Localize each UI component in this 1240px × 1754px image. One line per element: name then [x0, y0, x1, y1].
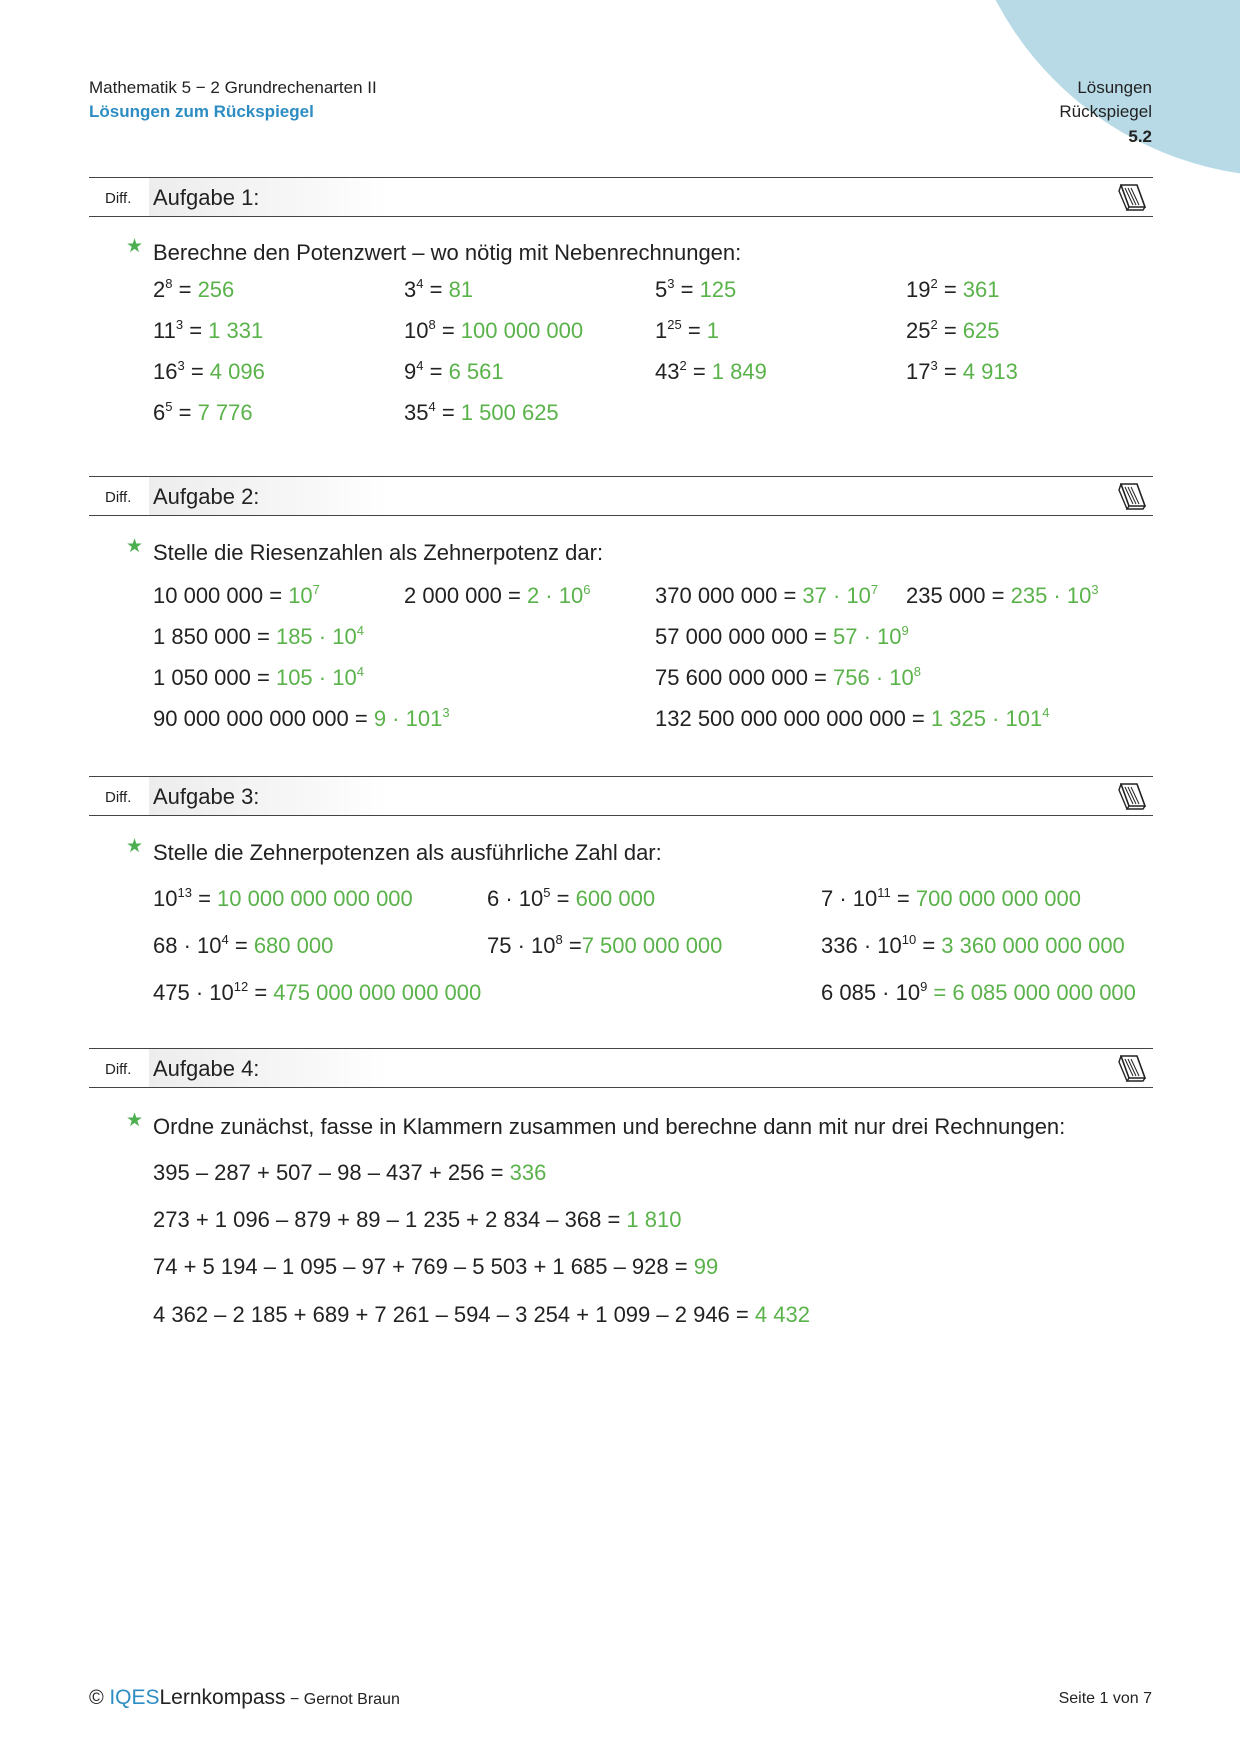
arithmetic-exercise — [153, 1254, 718, 1280]
question: 57 000 000 000 = — [655, 624, 833, 649]
brand-name: IQES — [109, 1686, 160, 1709]
equals: = — [686, 359, 712, 384]
header-subject: Mathematik 5 − 2 Grundrechenarten II — [89, 78, 377, 97]
equals: = — [172, 400, 198, 425]
expand-exercise — [487, 933, 722, 959]
answer: 1 810 — [626, 1207, 682, 1232]
answer — [374, 706, 450, 731]
answer: 1 500 625 — [460, 400, 559, 425]
exponent: 3 — [1091, 582, 1099, 597]
answer — [276, 665, 364, 690]
power: 336 · 10 — [821, 933, 902, 958]
answer — [276, 624, 364, 649]
power-of-ten-exercise — [153, 706, 450, 732]
exponent: 8 — [165, 276, 173, 291]
header-right-3: 5.2 — [1128, 127, 1152, 146]
exponent: 8 — [913, 664, 921, 679]
task-title: Aufgabe 4: — [153, 1056, 260, 1081]
answer-value: 9 · 101 — [373, 706, 443, 731]
base: 11 — [153, 318, 176, 343]
question: 1 850 000 = — [153, 624, 276, 649]
exponent: 12 — [233, 979, 249, 994]
star-icon: ★ — [126, 236, 144, 257]
answer: 475 000 000 000 000 — [273, 980, 482, 1005]
base: 35 — [404, 400, 429, 425]
diff-label: Diff. — [105, 190, 132, 207]
power-exercise — [404, 400, 559, 426]
expand-exercise — [487, 886, 655, 912]
answer: 99 — [693, 1254, 719, 1279]
power-of-ten-exercise — [655, 706, 1049, 732]
answer: 6 561 — [448, 359, 504, 384]
power: 6 · 10 — [487, 886, 544, 911]
answer: 1 — [706, 318, 720, 343]
exponent: 4 — [1042, 705, 1050, 720]
power-exercise — [906, 277, 1000, 303]
question: 4 362 – 2 185 + 689 + 7 261 – 594 – 3 254 + 1 099 – 2 946 = — [153, 1302, 755, 1327]
exponent: 3 — [442, 705, 450, 720]
power-of-ten-exercise — [153, 583, 320, 609]
base: 5 — [655, 277, 668, 302]
equals: = — [937, 277, 963, 302]
equals: = — [890, 886, 916, 911]
product-name: Lernkompass — [159, 1686, 286, 1709]
question: 235 000 = — [906, 583, 1011, 608]
power-exercise — [655, 277, 736, 303]
answer: 4 096 — [209, 359, 265, 384]
answer: 100 000 000 — [460, 318, 584, 343]
answer — [288, 583, 320, 608]
equals: = — [183, 318, 209, 343]
arithmetic-exercise — [153, 1302, 810, 1328]
answer-value: 185 · 10 — [275, 624, 357, 649]
equals: = — [550, 886, 576, 911]
power-exercise — [153, 400, 253, 426]
exponent: 8 — [555, 932, 563, 947]
exponent: 8 — [428, 317, 436, 332]
power: 10 — [153, 886, 178, 911]
exponent: 4 — [356, 664, 364, 679]
question: 273 + 1 096 – 879 + 89 – 1 235 + 2 834 – 368 = — [153, 1207, 627, 1232]
answer-value: 10 — [288, 583, 313, 608]
base: 3 — [404, 277, 417, 302]
answer: 7 776 — [197, 400, 253, 425]
question: 1 050 000 = — [153, 665, 276, 690]
exponent: 2 — [930, 317, 938, 332]
power-of-ten-exercise — [655, 583, 878, 609]
answer: 1 331 — [208, 318, 264, 343]
diff-label: Diff. — [105, 789, 132, 806]
star-icon: ★ — [126, 836, 144, 857]
star-icon: ★ — [126, 536, 144, 557]
power-exercise — [153, 318, 263, 344]
answer: 7 500 000 000 — [581, 933, 723, 958]
answer: 4 913 — [962, 359, 1018, 384]
footer-logo — [89, 1686, 400, 1710]
power-of-ten-exercise — [655, 665, 921, 691]
diff-label: Diff. — [105, 489, 132, 506]
exponent: 3 — [667, 276, 675, 291]
power-exercise — [153, 359, 265, 385]
question: 2 000 000 = — [404, 583, 527, 608]
exponent: 13 — [177, 885, 192, 900]
star-icon: ★ — [126, 1110, 144, 1131]
question: 395 – 287 + 507 – 98 – 437 + 256 = — [153, 1160, 510, 1185]
page-number: Seite 1 von 7 — [1058, 1690, 1152, 1707]
exponent: 9 — [920, 979, 928, 994]
exponent: 3 — [175, 317, 184, 332]
exponent: 4 — [428, 399, 436, 414]
answer: 700 000 000 000 — [915, 886, 1082, 911]
task-instruction: Ordne zunächst, fasse in Klammern zusammen und berechne dann mit nur drei Rechnungen: — [153, 1114, 1066, 1139]
equals: = — [191, 886, 218, 911]
base: 9 — [404, 359, 417, 384]
exponent: 4 — [356, 623, 364, 638]
copyright-icon: © — [89, 1687, 104, 1709]
power-exercise — [153, 277, 234, 303]
book-icon — [1115, 1052, 1151, 1084]
power-exercise — [906, 359, 1018, 385]
exponent: 6 — [583, 582, 591, 597]
exponent: 7 — [312, 582, 320, 597]
equals: = — [681, 318, 707, 343]
answer: 625 — [962, 318, 1000, 343]
answer — [931, 706, 1050, 731]
question: 10 000 000 = — [153, 583, 289, 608]
book-icon — [1115, 181, 1151, 213]
header-title: Lösungen zum Rückspiegel — [89, 102, 314, 121]
question: 132 500 000 000 000 000 = — [655, 706, 931, 731]
expand-exercise — [821, 933, 1125, 959]
question: 90 000 000 000 000 = — [153, 706, 374, 731]
task-instruction: Stelle die Zehnerpotenzen als ausführliche Zahl dar: — [153, 840, 662, 865]
answer-value: 235 · 10 — [1010, 583, 1092, 608]
question: 370 000 000 = — [655, 583, 803, 608]
task-4-header — [89, 1048, 1153, 1088]
answer-value: 1 325 · 101 — [930, 706, 1043, 731]
exponent: 11 — [877, 885, 891, 900]
exponent: 5 — [165, 399, 173, 414]
answer: 10 000 000 000 000 — [217, 886, 413, 911]
exponent: 2 — [930, 276, 938, 291]
power-exercise — [404, 318, 583, 344]
power: 475 · 10 — [153, 980, 234, 1005]
base: 6 — [153, 400, 166, 425]
answer: 361 — [962, 277, 1000, 302]
power-of-ten-exercise — [906, 583, 1099, 609]
equals: = — [184, 359, 210, 384]
base: 16 — [153, 359, 178, 384]
power-of-ten-exercise — [153, 665, 364, 691]
equals: = — [228, 933, 254, 958]
equals: = — [423, 359, 449, 384]
task-1-header — [89, 177, 1153, 217]
answer-value: 105 · 10 — [275, 665, 357, 690]
power-exercise — [655, 359, 767, 385]
footer-author: − Gernot Braun — [285, 1691, 400, 1708]
equals: = — [562, 933, 582, 958]
answer: 600 000 — [575, 886, 656, 911]
task-instruction: Berechne den Potenzwert – wo nötig mit Nebenrechnungen: — [153, 240, 742, 265]
diff-label: Diff. — [105, 1061, 132, 1078]
exponent: 10 — [901, 932, 917, 947]
power-exercise — [655, 318, 719, 344]
exponent: 9 — [901, 623, 909, 638]
expand-exercise — [821, 886, 1081, 912]
exponent: 5 — [543, 885, 551, 900]
equals: = — [172, 277, 198, 302]
arithmetic-exercise — [153, 1160, 546, 1186]
answer — [802, 583, 878, 608]
power-exercise — [906, 318, 1000, 344]
arithmetic-exercise — [153, 1207, 681, 1233]
answer: 336 — [509, 1160, 547, 1185]
equals: = — [248, 980, 274, 1005]
answer: 680 000 — [253, 933, 334, 958]
base: 19 — [906, 277, 931, 302]
task-3-header — [89, 776, 1153, 816]
answer — [833, 624, 909, 649]
answer — [527, 583, 591, 608]
question: 74 + 5 194 – 1 095 – 97 + 769 – 5 503 + 1 685 – 928 = — [153, 1254, 694, 1279]
base: 25 — [906, 318, 931, 343]
expand-exercise — [153, 886, 413, 912]
expand-exercise — [821, 980, 1136, 1006]
book-icon — [1115, 780, 1151, 812]
power-of-ten-exercise — [404, 583, 590, 609]
task-title: Aufgabe 3: — [153, 784, 260, 809]
power-of-ten-exercise — [153, 624, 364, 650]
power-exercise — [404, 277, 473, 303]
equals: = — [916, 933, 942, 958]
header-right-1: Lösungen — [1077, 78, 1152, 97]
exponent: 4 — [416, 276, 424, 291]
expand-exercise — [153, 933, 333, 959]
power: 75 · 10 — [487, 933, 556, 958]
power: 7 · 10 — [821, 886, 878, 911]
book-icon — [1115, 480, 1151, 512]
exponent: 2 — [679, 358, 687, 373]
base: 1 — [655, 318, 668, 343]
equals: = — [937, 318, 963, 343]
answer-value: 57 · 10 — [833, 624, 902, 649]
task-2-header — [89, 476, 1153, 516]
answer: 125 — [699, 277, 737, 302]
equals: = — [435, 400, 461, 425]
base: 43 — [655, 359, 680, 384]
exponent: 7 — [870, 582, 879, 597]
exponent: 3 — [930, 358, 938, 373]
equals: = — [937, 359, 963, 384]
equals: = — [435, 318, 461, 343]
task-instruction: Stelle die Riesenzahlen als Zehnerpotenz dar: — [153, 540, 604, 565]
answer: 1 849 — [711, 359, 767, 384]
answer: 256 — [197, 277, 235, 302]
answer-value: 37 · 10 — [802, 583, 871, 608]
power: 68 · 10 — [153, 933, 222, 958]
answer-value: 756 · 10 — [833, 665, 914, 690]
equals: = — [674, 277, 700, 302]
task-title: Aufgabe 2: — [153, 484, 260, 509]
power-of-ten-exercise — [655, 624, 909, 650]
answer: = 6 085 000 000 000 — [927, 980, 1136, 1005]
equals: = — [423, 277, 449, 302]
exponent: 4 — [221, 932, 229, 947]
base: 2 — [153, 277, 166, 302]
task-title: Aufgabe 1: — [153, 185, 260, 210]
answer: 3 360 000 000 000 — [941, 933, 1125, 958]
exponent: 3 — [177, 358, 185, 373]
exponent: 4 — [416, 358, 424, 373]
power: 6 085 · 10 — [821, 980, 921, 1005]
answer: 4 432 — [754, 1302, 810, 1327]
answer: 81 — [448, 277, 474, 302]
exponent: 25 — [667, 317, 682, 332]
power-exercise — [404, 359, 504, 385]
answer — [833, 665, 921, 690]
base: 10 — [404, 318, 429, 343]
base: 17 — [906, 359, 931, 384]
answer-value: 2 · 10 — [526, 583, 584, 608]
question: 75 600 000 000 = — [655, 665, 833, 690]
expand-exercise — [153, 980, 481, 1006]
answer — [1011, 583, 1099, 608]
header-right-2: Rückspiegel — [1059, 102, 1152, 121]
